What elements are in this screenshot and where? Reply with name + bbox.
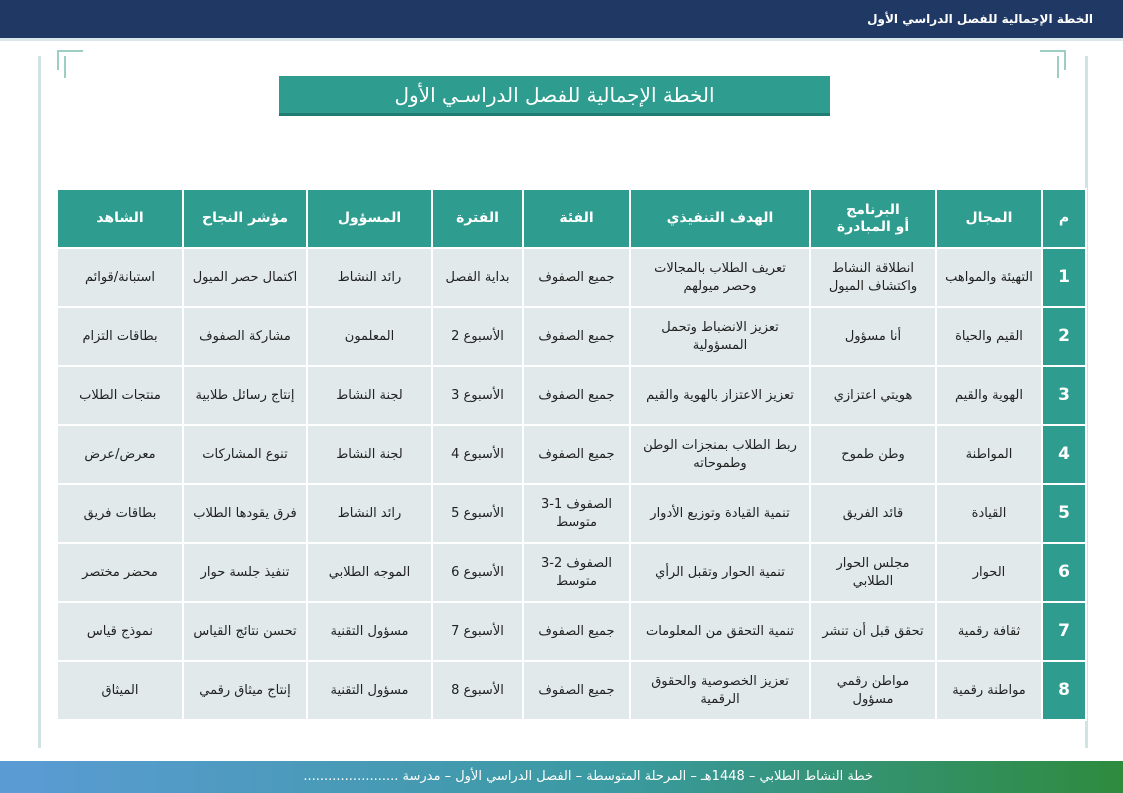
program-cell: قائد الفريق xyxy=(810,484,936,543)
program-cell: أنا مسؤول xyxy=(810,307,936,366)
goal-cell: ربط الطلاب بمنجزات الوطن وطموحاته xyxy=(630,425,810,484)
category-cell: جميع الصفوف xyxy=(523,248,630,307)
col-header-category: الفئة xyxy=(523,189,630,248)
goal-cell: تنمية التحقق من المعلومات xyxy=(630,602,810,661)
program-cell: تحقق قبل أن تنشر xyxy=(810,602,936,661)
responsible-cell: مسؤول التقنية xyxy=(307,602,432,661)
col-header-indicator: مؤشر النجاح xyxy=(183,189,307,248)
responsible-cell: مسؤول التقنية xyxy=(307,661,432,720)
row-number: 5 xyxy=(1042,484,1086,543)
indicator-cell: فرق يقودها الطلاب xyxy=(183,484,307,543)
responsible-cell: رائد النشاط xyxy=(307,248,432,307)
goal-cell: تنمية القيادة وتوزيع الأدوار xyxy=(630,484,810,543)
evidence-cell: بطاقات التزام xyxy=(57,307,183,366)
domain-cell: الهوية والقيم xyxy=(936,366,1042,425)
indicator-cell: إنتاج ميثاق رقمي xyxy=(183,661,307,720)
evidence-cell: منتجات الطلاب xyxy=(57,366,183,425)
footer-bar xyxy=(0,761,1123,793)
table-row xyxy=(57,248,1086,307)
domain-cell: الحوار xyxy=(936,543,1042,602)
responsible-cell: رائد النشاط xyxy=(307,484,432,543)
plan-table xyxy=(56,188,1087,721)
row-number: 6 xyxy=(1042,543,1086,602)
col-header-evidence: الشاهد xyxy=(57,189,183,248)
goal-cell: تنمية الحوار وتقبل الرأي xyxy=(630,543,810,602)
corner-bracket-right-icon xyxy=(1040,50,1066,70)
footer-text: خطة النشاط الطلابي – 1448هـ – المرحلة المتوسطة – الفصل الدراسي الأول – مدرسة ....................... xyxy=(303,769,873,784)
domain-cell: مواطنة رقمية xyxy=(936,661,1042,720)
col-header-responsible: المسؤول xyxy=(307,189,432,248)
indicator-cell: تنوع المشاركات xyxy=(183,425,307,484)
table-row xyxy=(57,543,1086,602)
domain-cell: ثقافة رقمية xyxy=(936,602,1042,661)
evidence-cell: بطاقات فريق xyxy=(57,484,183,543)
row-number: 1 xyxy=(1042,248,1086,307)
indicator-cell: اكتمال حصر الميول xyxy=(183,248,307,307)
period-cell: بداية الفصل xyxy=(432,248,523,307)
program-cell: هويتي اعتزازي xyxy=(810,366,936,425)
table-row xyxy=(57,307,1086,366)
indicator-cell: تنفيذ جلسة حوار xyxy=(183,543,307,602)
program-cell: مجلس الحوار الطلابي xyxy=(810,543,936,602)
period-cell: الأسبوع 7 xyxy=(432,602,523,661)
indicator-cell: تحسن نتائج القياس xyxy=(183,602,307,661)
goal-cell: تعزيز الخصوصية والحقوق الرقمية xyxy=(630,661,810,720)
program-cell: وطن طموح xyxy=(810,425,936,484)
col-header-domain: المجال xyxy=(936,189,1042,248)
indicator-cell: مشاركة الصفوف xyxy=(183,307,307,366)
evidence-cell: محضر مختصر xyxy=(57,543,183,602)
category-cell: الصفوف 1-3 متوسط xyxy=(523,484,630,543)
evidence-cell: الميثاق xyxy=(57,661,183,720)
table-body xyxy=(57,248,1086,720)
responsible-cell: لجنة النشاط xyxy=(307,425,432,484)
table-row xyxy=(57,366,1086,425)
row-number: 8 xyxy=(1042,661,1086,720)
header-bar xyxy=(0,0,1123,38)
evidence-cell: معرض/عرض xyxy=(57,425,183,484)
program-cell: انطلاقة النشاط واكتشاف الميول xyxy=(810,248,936,307)
responsible-cell: لجنة النشاط xyxy=(307,366,432,425)
category-cell: الصفوف 2-3 متوسط xyxy=(523,543,630,602)
col-header-program: البرنامج أو المبادرة xyxy=(810,189,936,248)
goal-cell: تعزيز الانضباط وتحمل المسؤولية xyxy=(630,307,810,366)
frame-left-line xyxy=(38,56,41,748)
col-header-index: م xyxy=(1042,189,1086,248)
domain-cell: التهيئة والمواهب xyxy=(936,248,1042,307)
responsible-cell: المعلمون xyxy=(307,307,432,366)
header-title: الخطة الإجمالية للفصل الدراسي الأول xyxy=(867,12,1093,26)
corner-bracket-left-icon xyxy=(57,50,83,70)
period-cell: الأسبوع 5 xyxy=(432,484,523,543)
category-cell: جميع الصفوف xyxy=(523,602,630,661)
row-number: 3 xyxy=(1042,366,1086,425)
row-number: 2 xyxy=(1042,307,1086,366)
table-header-row xyxy=(57,189,1086,248)
header-divider xyxy=(0,38,1123,41)
table-row xyxy=(57,425,1086,484)
responsible-cell: الموجه الطلابي xyxy=(307,543,432,602)
col-header-goal: الهدف التنفيذي xyxy=(630,189,810,248)
goal-cell: تعريف الطلاب بالمجالات وحصر ميولهم xyxy=(630,248,810,307)
period-cell: الأسبوع 2 xyxy=(432,307,523,366)
program-cell: مواطن رقمي مسؤول xyxy=(810,661,936,720)
category-cell: جميع الصفوف xyxy=(523,425,630,484)
evidence-cell: نموذج قياس xyxy=(57,602,183,661)
period-cell: الأسبوع 4 xyxy=(432,425,523,484)
category-cell: جميع الصفوف xyxy=(523,661,630,720)
indicator-cell: إنتاج رسائل طلابية xyxy=(183,366,307,425)
table-row xyxy=(57,661,1086,720)
category-cell: جميع الصفوف xyxy=(523,366,630,425)
evidence-cell: استبانة/قوائم xyxy=(57,248,183,307)
col-header-period: الفترة xyxy=(432,189,523,248)
domain-cell: القيم والحياة xyxy=(936,307,1042,366)
domain-cell: المواطنة xyxy=(936,425,1042,484)
period-cell: الأسبوع 6 xyxy=(432,543,523,602)
page-title: الخطة الإجمالية للفصل الدراسـي الأول xyxy=(279,76,830,116)
table-row xyxy=(57,602,1086,661)
row-number: 7 xyxy=(1042,602,1086,661)
period-cell: الأسبوع 8 xyxy=(432,661,523,720)
goal-cell: تعزيز الاعتزاز بالهوية والقيم xyxy=(630,366,810,425)
category-cell: جميع الصفوف xyxy=(523,307,630,366)
row-number: 4 xyxy=(1042,425,1086,484)
domain-cell: القيادة xyxy=(936,484,1042,543)
table-row xyxy=(57,484,1086,543)
period-cell: الأسبوع 3 xyxy=(432,366,523,425)
